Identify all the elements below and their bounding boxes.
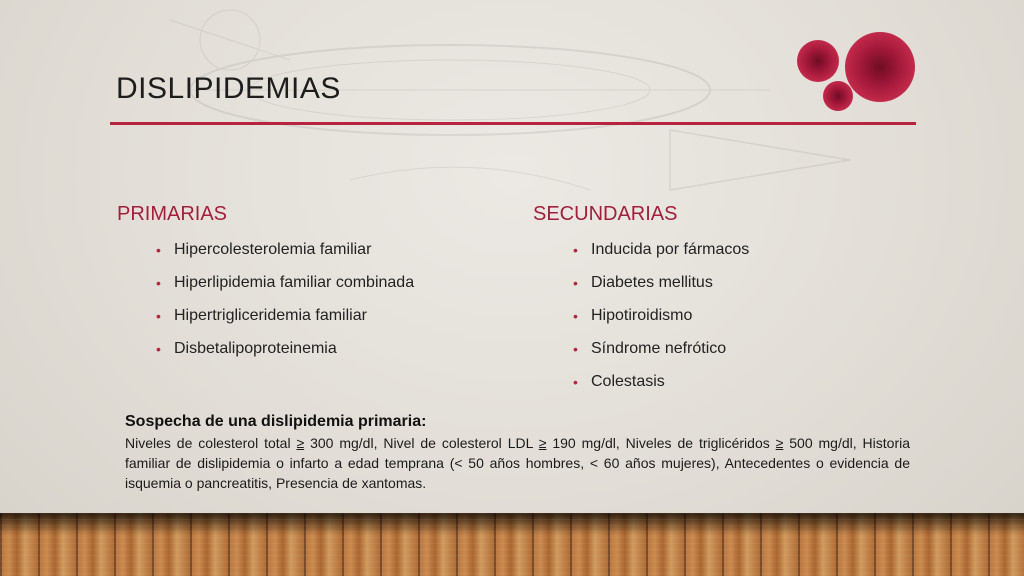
list-item-label: Hipertrigliceridemia familiar bbox=[174, 307, 367, 324]
list-item bbox=[156, 339, 414, 372]
list-item-label: Hipotiroidismo bbox=[591, 307, 693, 324]
list-item-label: Síndrome nefrótico bbox=[591, 340, 727, 357]
list-item-label: Hiperlipidemia familiar combinada bbox=[174, 274, 415, 291]
slide-title: DISLIPIDEMIAS bbox=[116, 72, 341, 105]
bullet-icon: • bbox=[573, 242, 578, 258]
suspicion-box bbox=[125, 413, 910, 493]
suspicion-segment: 500 mg/dl, Historia familiar de dislipidemia o infarto a edad temprana (< 50 años hombres, < 60 años mujeres), Antecedentes o evidencia de isquemia o pancreatitis, Presencia de xantomas. bbox=[125, 435, 910, 491]
greater-equal-symbol: ≥ bbox=[296, 435, 305, 451]
list-item bbox=[156, 306, 414, 339]
greater-equal-symbol: ≥ bbox=[775, 435, 784, 451]
bullet-icon: • bbox=[156, 242, 161, 258]
primary-list bbox=[156, 240, 414, 372]
list-item bbox=[156, 273, 414, 306]
list-item bbox=[573, 339, 749, 372]
bullet-icon: • bbox=[573, 341, 578, 357]
list-item bbox=[573, 240, 749, 273]
bullet-icon: • bbox=[156, 275, 161, 291]
bullet-icon: • bbox=[156, 341, 161, 357]
list-item-label: Disbetalipoproteinemia bbox=[174, 340, 337, 357]
list-item bbox=[573, 273, 749, 306]
title-divider bbox=[110, 122, 916, 125]
list-item-label: Inducida por fármacos bbox=[591, 241, 750, 258]
list-item-label: Hipercolesterolemia familiar bbox=[174, 241, 372, 258]
suspicion-segment: Niveles de colesterol total bbox=[125, 435, 297, 451]
suspicion-title: Sospecha de una dislipidemia primaria: bbox=[125, 413, 427, 430]
secondary-list bbox=[573, 240, 749, 405]
suspicion-segment: 300 mg/dl, Nivel de colesterol LDL bbox=[304, 435, 539, 451]
list-item bbox=[573, 372, 749, 405]
list-item-label: Colestasis bbox=[591, 373, 665, 390]
suspicion-text bbox=[125, 433, 910, 493]
bullet-icon: • bbox=[573, 275, 578, 291]
wooden-floor bbox=[0, 513, 1024, 576]
list-item bbox=[573, 306, 749, 339]
suspicion-segment: 190 mg/dl, Niveles de triglicéridos bbox=[546, 435, 776, 451]
list-item bbox=[156, 240, 414, 273]
secondary-heading: SECUNDARIAS bbox=[533, 203, 678, 225]
list-item-label: Diabetes mellitus bbox=[591, 274, 713, 291]
greater-equal-symbol: ≥ bbox=[538, 435, 547, 451]
decorative-circles-icon bbox=[795, 32, 920, 114]
bullet-icon: • bbox=[156, 308, 161, 324]
bullet-icon: • bbox=[573, 308, 578, 324]
bullet-icon: • bbox=[573, 374, 578, 390]
primary-heading: PRIMARIAS bbox=[117, 203, 228, 225]
